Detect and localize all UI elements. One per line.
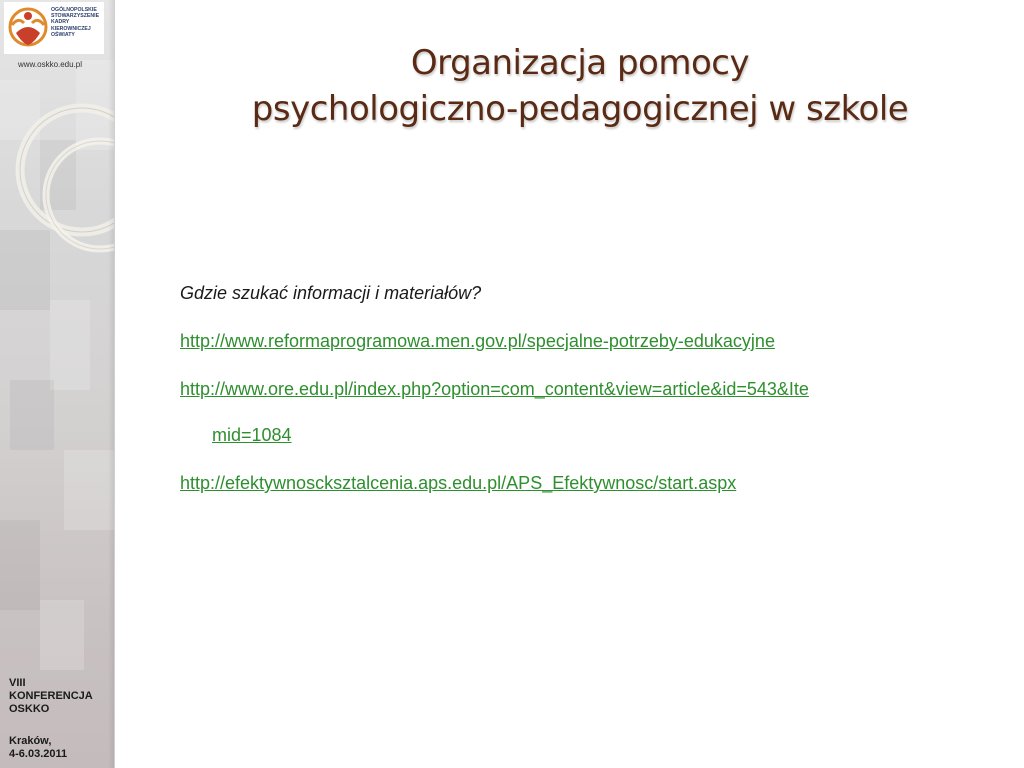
question-text: Gdzie szukać informacji i materiałów?	[180, 283, 482, 303]
conference-label: VIII KONFERENCJA OSKKO	[9, 677, 93, 715]
oskko-logo	[4, 2, 104, 54]
sidebar-edge-shadow	[108, 0, 114, 768]
link-reformaprogramowa[interactable]: http://www.reformaprogramowa.men.gov.pl/specjalne-potrzeby-edukacyjne	[180, 331, 775, 351]
slide-title-line-1: Organizacja pomocy	[410, 43, 750, 83]
logo-emblem-icon	[6, 3, 50, 53]
logo-org-name: OGÓLNOPOLSKIE STOWARZYSZENIE KADRY KIEROWNICZEJ OŚWIATY	[51, 7, 100, 38]
conference-place-date: Kraków, 4-6.03.2011	[9, 735, 68, 760]
link-ore-part-2: mid=1084	[212, 425, 292, 445]
slide-title	[150, 40, 1010, 132]
sidebar-band	[0, 0, 115, 768]
link-ore[interactable]	[180, 376, 980, 448]
link-efektywnosc[interactable]: http://efektywnoscksztalcenia.aps.edu.pl/APS_Efektywnosc/start.aspx	[180, 473, 737, 493]
slide-title-line-2: psychologiczno-pedagogicznej w szkole	[251, 89, 909, 129]
website-url: www.oskko.edu.pl	[18, 60, 83, 69]
link-ore-part-1: http://www.ore.edu.pl/index.php?option=com_content&view=article&id=543&Ite	[180, 379, 809, 399]
slide-content	[180, 280, 980, 518]
